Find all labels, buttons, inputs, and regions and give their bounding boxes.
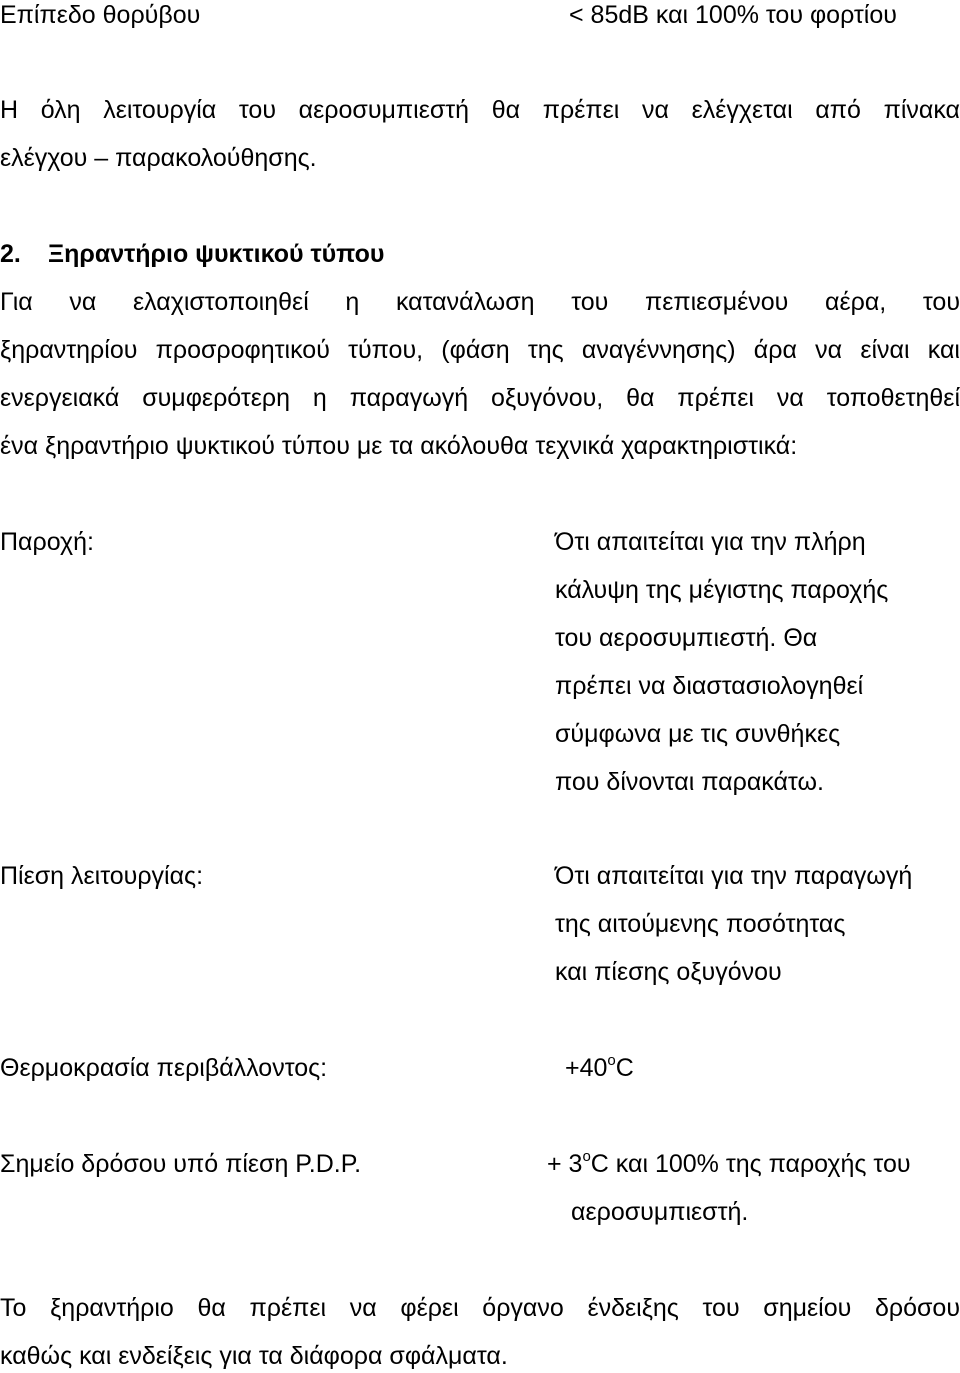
spec-flow-value-line-4: πρέπει να διαστασιολογηθεί	[555, 672, 864, 700]
closing-paragraph-line-2: καθώς και ενδείξεις για τα διάφορα σφάλματα.	[0, 1342, 508, 1370]
spec-ambient-value-unit: C	[615, 1054, 634, 1082]
spec-flow-label: Παροχή:	[0, 528, 94, 556]
spec-dewpoint-label: Σημείο δρόσου υπό πίεση P.D.P.	[0, 1150, 362, 1178]
closing-paragraph-line-1: Το ξηραντήριο θα πρέπει να φέρει όργανο ένδειξης του σημείου δρόσου	[0, 1294, 960, 1322]
spec-ambient-value	[565, 1053, 634, 1083]
spec-dewpoint-value-line-2: αεροσυμπιεστή.	[571, 1198, 749, 1226]
control-paragraph-line-1: Η όλη λειτουργία του αεροσυμπιεστή θα πρέπει να ελέγχεται από πίνακα	[0, 96, 960, 124]
degree-sign: o	[582, 1148, 591, 1165]
control-paragraph-line-2: ελέγχου – παρακολούθησης.	[0, 144, 317, 172]
spec-ambient-value-number: +40	[565, 1054, 608, 1082]
section-title: Ξηραντήριο ψυκτικού τύπου	[48, 240, 385, 268]
spec-flow-value-line-3: του αεροσυμπιεστή. Θα	[555, 624, 818, 652]
spec-flow-value-line-1: Ότι απαιτείται για την πλήρη	[555, 528, 866, 556]
degree-sign: o	[607, 1052, 616, 1069]
intro-paragraph-line-2: ξηραντηρίου προσροφητικού τύπου, (φάση της αναγέννησης) άρα να είναι και	[0, 336, 960, 364]
noise-label: Επίπεδο θορύβου	[0, 1, 201, 29]
spec-pressure-value-line-2: της αιτούμενης ποσότητας	[555, 910, 846, 938]
section-number: 2.	[0, 240, 21, 268]
spec-flow-value-line-5: σύμφωνα με τις συνθήκες	[555, 720, 841, 748]
spec-flow-value-line-6: που δίνονται παρακάτω.	[555, 768, 824, 796]
intro-paragraph-line-3: ενεργειακά συμφερότερη η παραγωγή οξυγόνου, θα πρέπει να τοποθετηθεί	[0, 384, 960, 412]
intro-paragraph-line-1: Για να ελαχιστοποιηθεί η κατανάλωση του πεπιεσμένου αέρα, του	[0, 288, 960, 316]
spec-dewpoint-value	[547, 1149, 911, 1179]
spec-ambient-label: Θερμοκρασία περιβάλλοντος:	[0, 1054, 328, 1082]
spec-dewpoint-value-number: + 3	[547, 1150, 583, 1178]
spec-pressure-value-line-1: Ότι απαιτείται για την παραγωγή	[555, 862, 913, 890]
intro-paragraph-line-4: ένα ξηραντήριο ψυκτικού τύπου με τα ακόλουθα τεχνικά χαρακτηριστικά:	[0, 432, 798, 460]
spec-dewpoint-value-text: C και 100% της παροχής του	[590, 1150, 911, 1178]
spec-flow-value-line-2: κάλυψη της μέγιστης παροχής	[555, 576, 889, 604]
spec-pressure-label: Πίεση λειτουργίας:	[0, 862, 204, 890]
noise-value: < 85dB και 100% του φορτίου	[569, 1, 897, 29]
spec-pressure-value-line-3: και πίεσης οξυγόνου	[555, 958, 782, 986]
